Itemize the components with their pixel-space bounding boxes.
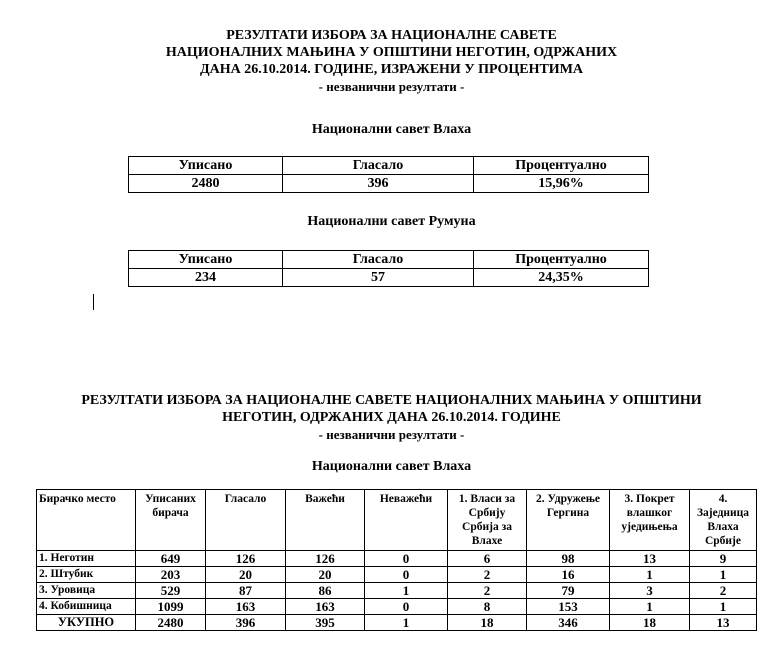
total-list-2: 346 — [527, 615, 610, 631]
cell-list-2: 16 — [527, 567, 610, 583]
polling-station: 4. Кобишница — [37, 599, 136, 615]
text-cursor — [93, 294, 94, 310]
total-voted: 396 — [206, 615, 286, 631]
value-voted: 57 — [283, 269, 474, 287]
cell-list-3: 1 — [610, 567, 690, 583]
doc2-subtitle: - незванични резултати - — [318, 427, 465, 442]
cell-voted: 20 — [206, 567, 286, 583]
total-invalid: 1 — [365, 615, 448, 631]
doc1-title-line-1: РЕЗУЛТАТИ ИЗБОРА ЗА НАЦИОНАЛНЕ САВЕТЕ — [226, 28, 557, 43]
col-valid: Важећи — [286, 490, 365, 551]
total-list-4: 13 — [690, 615, 757, 631]
header-registered: Уписано — [129, 251, 283, 269]
col-registered: Уписаних бирача — [136, 490, 206, 551]
cell-list-2: 79 — [527, 583, 610, 599]
total-list-3: 18 — [610, 615, 690, 631]
value-registered: 2480 — [129, 175, 283, 193]
value-voted: 396 — [283, 175, 474, 193]
doc2-council-title: Национални савет Влаха — [311, 459, 472, 474]
cell-valid: 163 — [286, 599, 365, 615]
table-header-row — [129, 251, 649, 269]
cell-list-3: 13 — [610, 551, 690, 567]
doc1-title-line-2: НАЦИОНАЛНИХ МАЊИНА У ОПШТИНИ НЕГОТИН, ОДРЖАНИХ — [165, 45, 618, 60]
table-header-row — [129, 157, 649, 175]
council-vlach-table — [128, 156, 649, 193]
cell-invalid: 0 — [365, 567, 448, 583]
cell-invalid: 0 — [365, 551, 448, 567]
cell-registered: 529 — [136, 583, 206, 599]
table-row — [37, 551, 757, 567]
cell-list-4: 1 — [690, 567, 757, 583]
header-voted: Гласало — [283, 157, 474, 175]
cell-list-3: 3 — [610, 583, 690, 599]
cell-list-3: 1 — [610, 599, 690, 615]
polling-station: 1. Неготин — [37, 551, 136, 567]
polling-station: 2. Штубик — [37, 567, 136, 583]
cell-registered: 203 — [136, 567, 206, 583]
cell-registered: 649 — [136, 551, 206, 567]
polling-station: 3. Уровица — [37, 583, 136, 599]
doc1-title-line-3: ДАНА 26.10.2014. ГОДИНЕ, ИЗРАЖЕНИ У ПРОЦЕНТИМА — [199, 62, 584, 77]
table-row — [37, 599, 757, 615]
cell-list-4: 2 — [690, 583, 757, 599]
cell-list-1: 8 — [448, 599, 527, 615]
total-list-1: 18 — [448, 615, 527, 631]
cell-invalid: 1 — [365, 583, 448, 599]
header-voted: Гласало — [283, 251, 474, 269]
cell-valid: 86 — [286, 583, 365, 599]
cell-voted: 126 — [206, 551, 286, 567]
table-row — [129, 175, 649, 193]
doc1-title — [0, 27, 783, 95]
header-registered: Уписано — [129, 157, 283, 175]
total-row — [37, 615, 757, 631]
doc2-title — [0, 392, 783, 443]
cell-list-2: 98 — [527, 551, 610, 567]
col-list-1: 1. Власи за Србију Србија за Влахе — [448, 490, 527, 551]
cell-list-4: 9 — [690, 551, 757, 567]
council-romanian-table — [128, 250, 649, 287]
cell-voted: 163 — [206, 599, 286, 615]
table-row — [37, 567, 757, 583]
council-vlach-title: Национални савет Влаха — [311, 122, 472, 137]
col-polling-station: Бирачко место — [37, 490, 136, 551]
doc1-subtitle: - незванични резултати - — [318, 79, 465, 94]
doc2-title-line-1: РЕЗУЛТАТИ ИЗБОРА ЗА НАЦИОНАЛНЕ САВЕТЕ НАЦИОНАЛНИХ МАЊИНА У ОПШТИНИ — [81, 393, 702, 408]
cell-voted: 87 — [206, 583, 286, 599]
col-invalid: Неважећи — [365, 490, 448, 551]
cell-list-1: 2 — [448, 567, 527, 583]
results-table — [36, 489, 757, 631]
col-list-3: 3. Покрет влашког уједињења — [610, 490, 690, 551]
cell-list-1: 2 — [448, 583, 527, 599]
table-row — [37, 583, 757, 599]
col-list-4: 4. Заједница Влаха Србије — [690, 490, 757, 551]
cell-list-1: 6 — [448, 551, 527, 567]
cell-list-4: 1 — [690, 599, 757, 615]
cell-list-2: 153 — [527, 599, 610, 615]
value-registered: 234 — [129, 269, 283, 287]
cell-invalid: 0 — [365, 599, 448, 615]
col-voted: Гласало — [206, 490, 286, 551]
value-percent: 24,35% — [474, 269, 649, 287]
value-percent: 15,96% — [474, 175, 649, 193]
total-registered: 2480 — [136, 615, 206, 631]
table-row — [129, 269, 649, 287]
doc2-title-line-2: НЕГОТИН, ОДРЖАНИХ ДАНА 26.10.2014. ГОДИНЕ — [222, 410, 561, 425]
cell-valid: 20 — [286, 567, 365, 583]
cell-registered: 1099 — [136, 599, 206, 615]
results-header-row — [37, 490, 757, 551]
header-percent: Процентуално — [474, 157, 649, 175]
total-label: УКУПНО — [37, 615, 136, 631]
cell-valid: 126 — [286, 551, 365, 567]
header-percent: Процентуално — [474, 251, 649, 269]
council-romanian-title: Национални савет Румуна — [307, 214, 476, 229]
total-valid: 395 — [286, 615, 365, 631]
col-list-2: 2. Удружење Гергина — [527, 490, 610, 551]
